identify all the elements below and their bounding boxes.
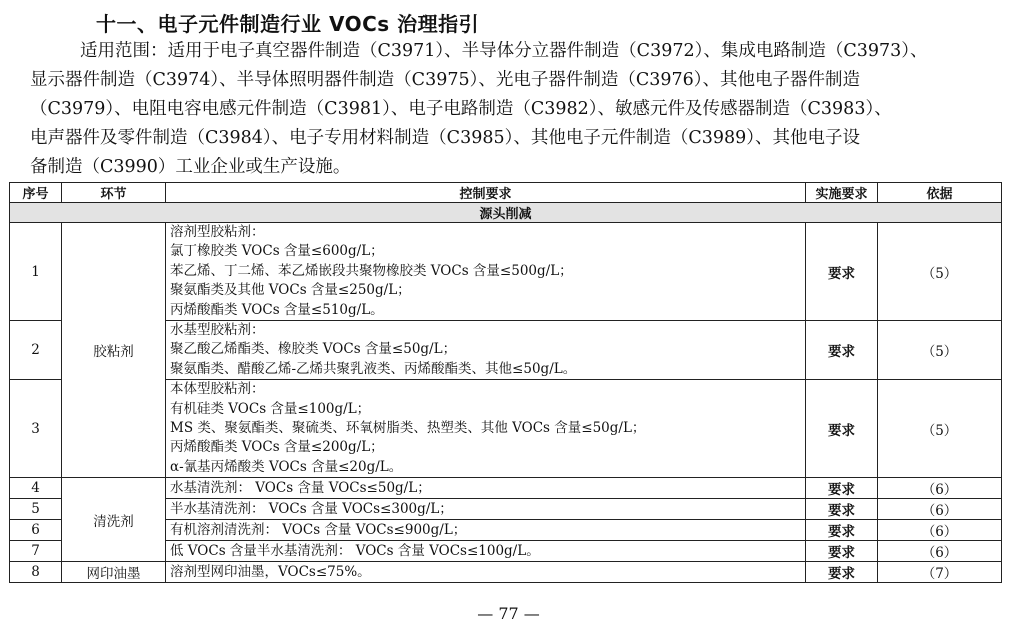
basis-cell: （5） bbox=[878, 223, 1002, 321]
control-line: 低 VOCs 含量半水基清洗剂： VOCs 含量 VOCs≤100g/L。 bbox=[170, 542, 540, 559]
header-stage: 环节 bbox=[62, 183, 166, 203]
control-line: 本体型胶粘剂： bbox=[170, 381, 265, 398]
basis-cell: （6） bbox=[878, 541, 1002, 562]
control-cell bbox=[166, 562, 806, 583]
basis-cell: （5） bbox=[878, 380, 1002, 478]
row-no: 6 bbox=[10, 520, 62, 541]
control-cell bbox=[166, 541, 806, 562]
row-no: 8 bbox=[10, 562, 62, 583]
row-no: 7 bbox=[10, 541, 62, 562]
scope-paragraph bbox=[30, 37, 980, 182]
control-line: 水基型胶粘剂： bbox=[170, 322, 265, 339]
row-no: 5 bbox=[10, 499, 62, 520]
control-line: 丙烯酸酯类 VOCs 含量≤510g/L。 bbox=[170, 301, 384, 318]
stage-adhesive: 胶粘剂 bbox=[62, 223, 166, 478]
table-row bbox=[10, 478, 1002, 499]
implement-cell: 要求 bbox=[806, 380, 878, 478]
header-control: 控制要求 bbox=[166, 183, 806, 203]
control-line: 氯丁橡胶类 VOCs 含量≤600g/L； bbox=[170, 243, 384, 260]
table-row bbox=[10, 562, 1002, 583]
control-line: 聚氨酯类及其他 VOCs 含量≤250g/L； bbox=[170, 282, 411, 299]
implement-cell: 要求 bbox=[806, 562, 878, 583]
control-cell bbox=[166, 223, 806, 321]
control-line: 聚乙酸乙烯酯类、橡胶类 VOCs 含量≤50g/L； bbox=[170, 341, 457, 358]
header-basis: 依据 bbox=[878, 183, 1002, 203]
implement-cell: 要求 bbox=[806, 541, 878, 562]
section-heading: 十一、电子元件制造行业 VOCs 治理指引 bbox=[96, 12, 480, 36]
scope-line: 显示器件制造（C3974）、半导体照明器件制造（C3975）、光电子器件制造（C3976）、其他电子器件制造 bbox=[30, 70, 861, 90]
implement-cell: 要求 bbox=[806, 520, 878, 541]
header-implement: 实施要求 bbox=[806, 183, 878, 203]
basis-cell: （5） bbox=[878, 321, 1002, 380]
control-cell bbox=[166, 520, 806, 541]
implement-cell: 要求 bbox=[806, 499, 878, 520]
table-row bbox=[10, 223, 1002, 321]
header-no: 序号 bbox=[10, 183, 62, 203]
control-line: 苯乙烯、丁二烯、苯乙烯嵌段共聚物橡胶类 VOCs 含量≤500g/L； bbox=[170, 262, 573, 279]
control-line: 半水基清洗剂： VOCs 含量 VOCs≤300g/L； bbox=[170, 500, 453, 517]
row-no: 1 bbox=[10, 223, 62, 321]
control-cell bbox=[166, 321, 806, 380]
stage-cleaning: 清洗剂 bbox=[62, 478, 166, 562]
control-line: α-氰基丙烯酸类 VOCs 含量≤20g/L。 bbox=[170, 458, 403, 475]
control-line: MS 类、聚氨酯类、聚硫类、环氧树脂类、热塑类、其他 VOCs 含量≤50g/L； bbox=[170, 420, 646, 437]
row-no: 2 bbox=[10, 321, 62, 380]
implement-cell: 要求 bbox=[806, 478, 878, 499]
control-line: 溶剂型胶粘剂： bbox=[170, 224, 265, 240]
control-cell bbox=[166, 478, 806, 499]
control-line: 丙烯酸酯类 VOCs 含量≤200g/L； bbox=[170, 439, 384, 456]
control-requirements-table bbox=[9, 182, 1002, 583]
table-header-row bbox=[10, 183, 1002, 203]
implement-cell: 要求 bbox=[806, 223, 878, 321]
scope-line: 电声器件及零件制造（C3984）、电子专用材料制造（C3985）、其他电子元件制造（C3989）、其他电子设 bbox=[30, 128, 861, 148]
section-label: 源头削减 bbox=[10, 203, 1002, 223]
basis-cell: （7） bbox=[878, 562, 1002, 583]
basis-cell: （6） bbox=[878, 499, 1002, 520]
control-cell bbox=[166, 499, 806, 520]
control-line: 溶剂型网印油墨，VOCs≤75%。 bbox=[170, 563, 371, 580]
basis-cell: （6） bbox=[878, 520, 1002, 541]
scope-line: （C3979）、电阻电容电感元件制造（C3981）、电子电路制造（C3982）、敏感元件及传感器制造（C3983）、 bbox=[30, 99, 892, 119]
page-number: — 77 — bbox=[477, 604, 540, 623]
control-line: 水基清洗剂： VOCs 含量 VOCs≤50g/L； bbox=[170, 479, 431, 496]
scope-line: 适用范围：适用于电子真空器件制造（C3971）、半导体分立器件制造（C3972）、集成电路制造（C3973）、 bbox=[80, 41, 928, 61]
basis-cell: （6） bbox=[878, 478, 1002, 499]
control-line: 有机硅类 VOCs 含量≤100g/L； bbox=[170, 400, 371, 417]
row-no: 3 bbox=[10, 380, 62, 478]
scope-line: 备制造（C3990）工业企业或生产设施。 bbox=[30, 157, 351, 177]
implement-cell: 要求 bbox=[806, 321, 878, 380]
row-no: 4 bbox=[10, 478, 62, 499]
control-line: 有机溶剂清洗剂： VOCs 含量 VOCs≤900g/L； bbox=[170, 521, 467, 538]
control-cell bbox=[166, 380, 806, 478]
section-row bbox=[10, 203, 1002, 223]
control-line: 聚氨酯类、醋酸乙烯-乙烯共聚乳液类、丙烯酸酯类、其他≤50g/L。 bbox=[170, 360, 577, 377]
stage-ink: 网印油墨 bbox=[62, 562, 166, 583]
